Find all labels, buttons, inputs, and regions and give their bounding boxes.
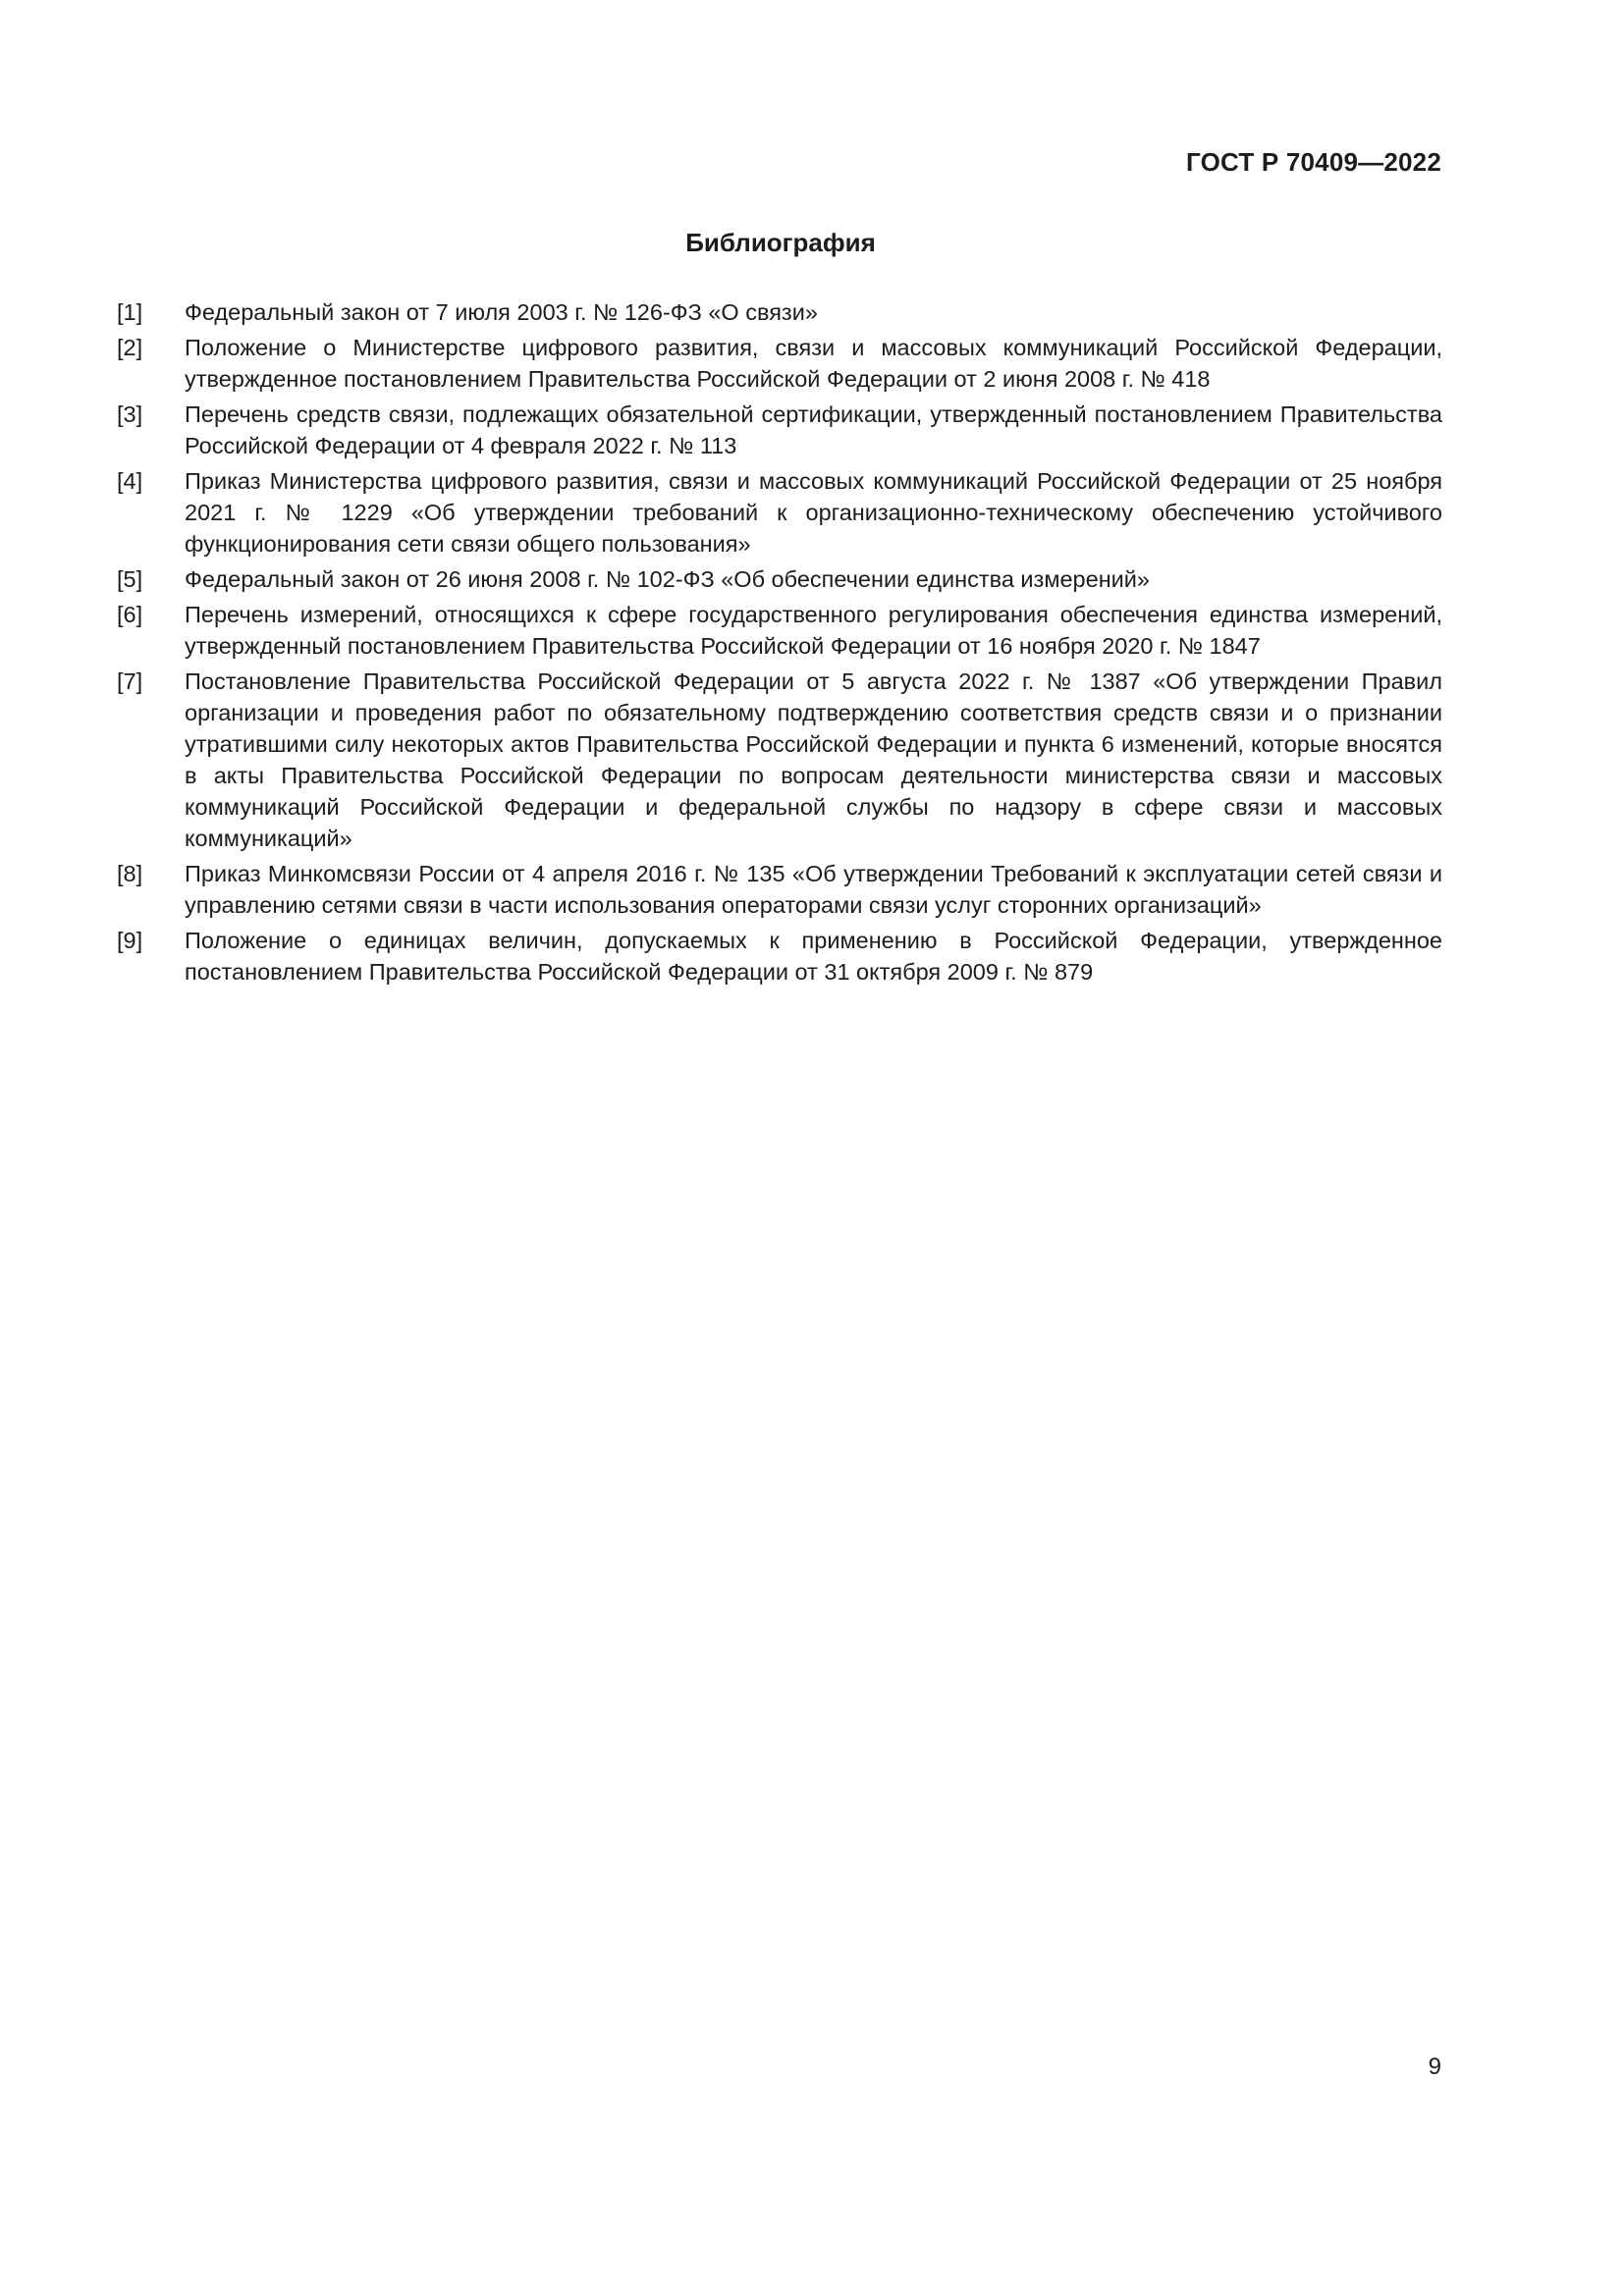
bibliography-item-number: [5] [117, 566, 143, 592]
bibliography-item-number: [6] [117, 602, 143, 627]
page-number: 9 [1428, 2054, 1441, 2080]
bibliography-item-number: [4] [117, 468, 143, 494]
bibliography-item-text: Перечень измерений, относящихся к сфере государственного регулирования обеспечения единства измерений, утвержденный постановлением Правительства Российской Федерации от 16 ноября 2020 г. № 1847 [185, 602, 1442, 659]
bibliography-item-number: [7] [117, 668, 143, 694]
bibliography-list [117, 296, 1442, 991]
section-title: Библиография [685, 228, 876, 257]
bibliography-item [117, 925, 1442, 988]
bibliography-item-number: [2] [117, 335, 143, 360]
bibliography-item-text: Приказ Минкомсвязи России от 4 апреля 2016 г. № 135 «Об утверждении Требований к эксплуатации сетей связи и управлению сетями связи в части использования операторами связи услуг сторонних организаций» [185, 861, 1442, 918]
bibliography-item [117, 563, 1442, 595]
bibliography-item-text: Федеральный закон от 26 июня 2008 г. № 102-ФЗ «Об обеспечении единства измерений» [185, 566, 1150, 592]
bibliography-item [117, 465, 1442, 560]
bibliography-item-text: Приказ Министерства цифрового развития, связи и массовых коммуникаций Российской Федерации от 25 ноября 2021 г. № 1229 «Об утверждении требований к организационно-техническому обеспечению устойчивого функционирования сети связи общего пользования» [185, 468, 1442, 557]
bibliography-item-text: Постановление Правительства Российской Федерации от 5 августа 2022 г. № 1387 «Об утверждении Правил организации и проведения работ по обязательному подтверждению соответствия средств связи и о признании утратившими силу некоторых актов Правительства Российской Федерации и пункта 6 изменений, которые вносятся в акты Правительства Российской Федерации по вопросам деятельности министерства связи и массовых коммуникаций Российской Федерации и федеральной службы по надзору в сфере связи и массовых коммуникаций» [185, 668, 1442, 851]
bibliography-item-number: [3] [117, 401, 143, 427]
bibliography-item [117, 399, 1442, 461]
bibliography-item [117, 858, 1442, 921]
bibliography-item [117, 666, 1442, 854]
bibliography-item-number: [8] [117, 861, 143, 886]
bibliography-item [117, 599, 1442, 662]
bibliography-item [117, 332, 1442, 395]
bibliography-item-number: [9] [117, 928, 143, 953]
bibliography-item-number: [1] [117, 299, 143, 325]
document-code: ГОСТ Р 70409—2022 [1186, 147, 1441, 177]
bibliography-item-text: Положение о единицах величин, допускаемых к применению в Российской Федерации, утвержденное постановлением Правительства Российской Федерации от 31 октября 2009 г. № 879 [185, 928, 1442, 985]
bibliography-item-text: Перечень средств связи, подлежащих обязательной сертификации, утвержденный постановлением Правительства Российской Федерации от 4 февраля 2022 г. № 113 [185, 401, 1442, 458]
bibliography-item-text: Федеральный закон от 7 июля 2003 г. № 126-ФЗ «О связи» [185, 299, 818, 325]
bibliography-item [117, 296, 1442, 328]
bibliography-item-text: Положение о Министерстве цифрового развития, связи и массовых коммуникаций Российской Федерации, утвержденное постановлением Правительства Российской Федерации от 2 июня 2008 г. № 418 [185, 335, 1442, 392]
